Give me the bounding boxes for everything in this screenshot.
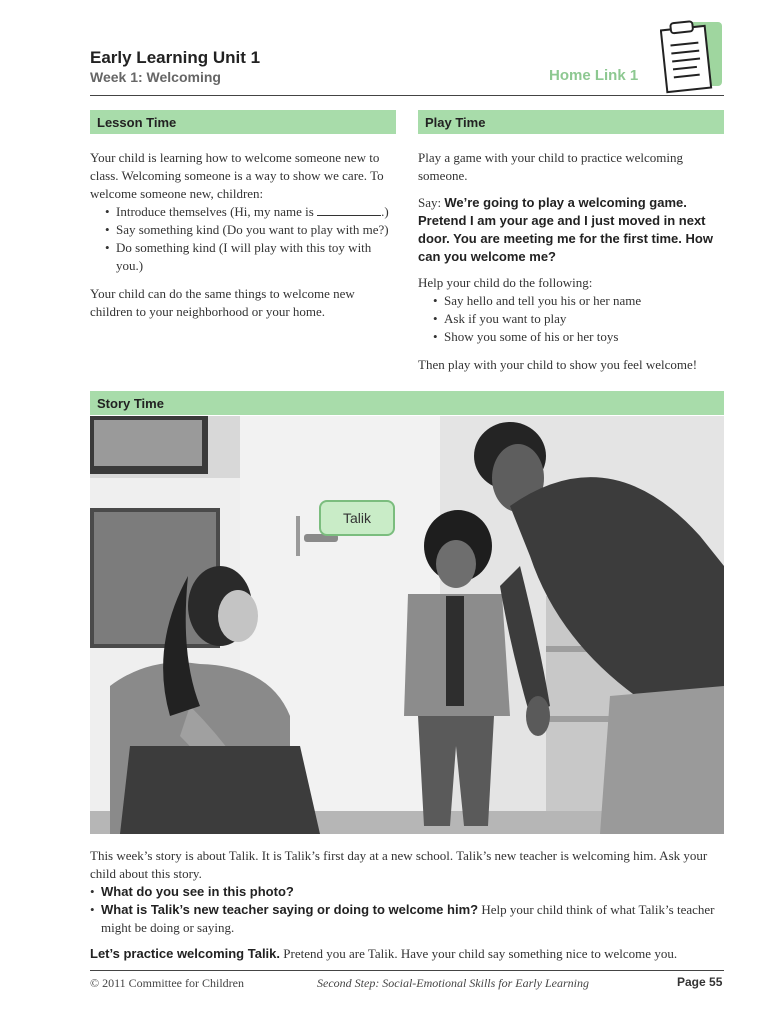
story-question [90,883,726,901]
book-title: Second Step: Social-Emotional Skills for Early Learning [317,976,589,990]
play-help-intro: Help your child do the following: [418,275,593,290]
page-number: Page 55 [677,975,723,989]
story-time-heading: Story Time [90,391,724,415]
question-hint: Help your child think of what Talik’s teacher might be doing or saying. [101,902,715,935]
copyright: © 2011 Committee for Children [90,976,244,990]
story-practice [90,945,726,963]
say-label: Say: [418,195,442,210]
play-time-heading: Play Time [418,110,724,134]
talik-name-tag: Talik [319,500,395,536]
story-question [90,901,726,937]
question-text: What do you see in this photo? [101,884,294,899]
lesson-bullet-text: .) [381,204,389,219]
story-time-body [90,847,726,963]
lesson-intro: Your child is learning how to welcome someone new to class. Welcoming someone is a way to show we care. To welcome someone new, children: [90,150,384,201]
classroom-scene [90,416,724,834]
lesson-bullet: • Say something kind (Do you want to play with me?) [90,221,400,239]
lesson-bullet: • Do something kind (I will play with this toy with you.) [90,239,400,275]
practice-text: Pretend you are Talik. Have your child say something nice to welcome you. [283,946,678,961]
play-bullet: • Ask if you want to play [418,310,726,328]
lesson-time-heading: Lesson Time [90,110,396,134]
practice-lead: Let’s practice welcoming Talik. [90,946,281,961]
story-photo [90,416,724,834]
home-link-label: Home Link 1 [549,67,639,84]
say-script: We’re going to play a welcoming game. Pretend I am your age and I just moved in next door. You are meeting me for the first time. How can you welcome me? [418,195,713,264]
week-subtitle: Week 1: Welcoming [90,69,221,85]
lesson-time-body [90,149,400,321]
lesson-bullet-text: Introduce themselves (Hi, my name is [116,204,318,219]
play-closing: Then play with your child to show you feel welcome! [418,357,698,372]
unit-title: Early Learning Unit 1 [90,48,261,67]
footer-divider [90,970,724,971]
question-text: What is Talik’s new teacher saying or doing to welcome him? [101,902,479,917]
play-time-body [418,149,726,374]
header-divider [90,95,724,96]
clipboard-icon [660,18,726,94]
play-bullet: • Say hello and tell you his or her name [418,292,726,310]
play-say [418,194,726,266]
play-intro: Play a game with your child to practice welcoming someone. [418,150,683,183]
story-paragraph: This week’s story is about Talik. It is Talik’s first day at a new school. Talik’s new teacher is welcoming him. Ask your child about this story. [90,848,708,881]
play-bullet: • Show you some of his or her toys [418,328,726,346]
blank-line [317,204,381,216]
lesson-closing: Your child can do the same things to welcome new children to your neighborhood or your home. [90,286,355,319]
lesson-bullet [90,203,400,221]
